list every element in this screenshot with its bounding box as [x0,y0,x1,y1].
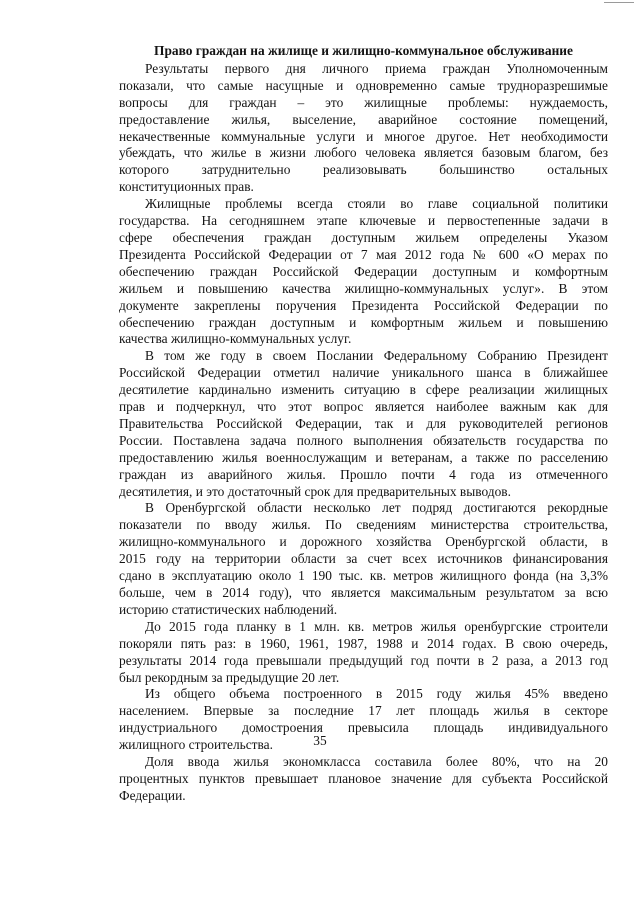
paragraph-line: обеспечению граждан Российской Федерации доступным и комфортным [119,263,608,279]
paragraph-line: граждан из аварийного жилья. Прошло почти 4 года из отмеченного [119,466,608,482]
paragraph-line: 2015 году на территории области за счет всех источников финансирования [119,551,608,567]
paragraph-line: предоставление жилья, выселение, аварийное состояние помещений, [119,111,608,127]
paragraph-line: качества жилищно-коммунальных услуг. [119,331,352,347]
paragraph-line: России. Поставлена задача полного выполнения обязательств государства по [119,432,608,448]
paragraph-line: процентных пунктов превышает плановое значение для субъекта Российской [119,770,608,786]
paragraph-4 [119,500,608,618]
paragraph-line: Из общего объема построенного в 2015 году жилья 45% введено [145,686,608,702]
paragraph-line: В том же году в своем Послании Федеральному Собранию Президент [145,348,608,364]
paragraph-line: Результаты первого дня личного приема граждан Уполномоченным [145,60,608,76]
paragraph-line: До 2015 года планку в 1 млн. кв. метров жилья оренбургские строители [145,618,608,634]
paragraph-3 [119,348,608,500]
paragraph-line: убеждать, что жилье в жизни любого человека является базовым благом, без [119,145,608,161]
paragraph-line: десятилетие кардинально изменить ситуацию в сфере реализации жилищных [119,382,608,398]
paragraph-line: индустриального домостроения превысила площадь индивидуального [119,720,608,736]
paragraph-line: жилищного строительства. [119,737,273,753]
paragraph-line: сдано в эксплуатацию около 1 190 тыс. кв. метров жилищного фонда (на 3,3% [119,568,608,584]
paragraph-2 [119,196,608,348]
paragraph-line: больше, чем в 2014 году), что является максимальным результатом за всю [119,585,608,600]
paragraph-line: Российской Федерации отметил наличие уникального шанса в ближайшее [119,365,608,381]
page-number: 35 [313,733,327,748]
paragraph-line: Правительства Российской Федерации, так и для руководителей регионов [119,415,608,431]
paragraph-line: Федерации. [119,787,186,803]
paragraph-line: предоставлению жилья военнослужащим и ветеранам, а также по расселению [119,449,608,465]
paragraph-line: некачественные коммунальные услуги и многое другое. Нет необходимости [119,128,608,144]
paragraph-line: Президента Российской Федерации от 7 мая 2012 года № 600 «О мерах по [119,246,608,262]
paragraph-line: обеспечению граждан доступным и комфортным жильем и повышению [119,314,608,330]
paragraph-line: вопросы для граждан – это жилищные проблемы: нуждаемость, [119,94,608,110]
paragraph-line: историю статистических наблюдений. [119,601,338,617]
scan-artifact-line [604,2,634,3]
paragraph-line: конституционных прав. [119,179,254,195]
paragraph-line: документе закреплены поручения Президента Российской Федерации по [119,297,608,313]
paragraph-line: покоряли пять раз: в 1960, 1961, 1987, 1988 и 2014 годах. В свою очередь, [119,635,608,651]
paragraph-line: был рекордным за предыдущие 20 лет. [119,669,340,685]
paragraph-line: показатели по вводу жилья. По сведениям министерства строительства, [119,517,608,533]
paragraph-7 [119,754,608,805]
paragraph-1 [119,61,608,196]
page-title: Право граждан на жилище и жилищно-коммунальное обслуживание [154,43,573,58]
paragraph-line: десятилетия, и это достаточный срок для предварительных выводов. [119,483,511,499]
paragraph-line: прав и подчеркнул, что этот вопрос является наиболее важным как для [119,399,608,415]
document-body [119,43,608,805]
paragraph-line: жильем и повышению качества жилищно-коммунальных услуг». В этом [119,280,608,296]
paragraph-line: В Оренбургской области несколько лет подряд достигаются рекордные [145,500,608,516]
paragraph-line: которого затруднительно реализовывать большинство остальных [119,162,608,178]
paragraph-line: Доля ввода жилья экономкласса составила более 80%, что на 20 [145,754,608,770]
paragraph-line: населением. Впервые за последние 17 лет площадь жилья в секторе [119,703,608,719]
paragraph-line: показали, что самые насущные и одновременно самые трудноразрешимые [119,77,608,93]
paragraph-line: Жилищные проблемы всегда стояли во главе социальной политики [145,196,608,212]
paragraph-5 [119,619,608,687]
paragraph-line: государства. На сегодняшнем этапе ключевые и первостепенные задачи в [119,213,608,229]
paragraph-line: жилищно-коммунального и дорожного хозяйства Оренбургской области, в [119,534,608,550]
paragraph-line: результаты 2014 года превышали предыдущий год почти в 2 раза, а 2013 год [119,652,608,668]
paragraph-line: сфере обеспечения граждан доступным жильем определены Указом [119,229,608,245]
